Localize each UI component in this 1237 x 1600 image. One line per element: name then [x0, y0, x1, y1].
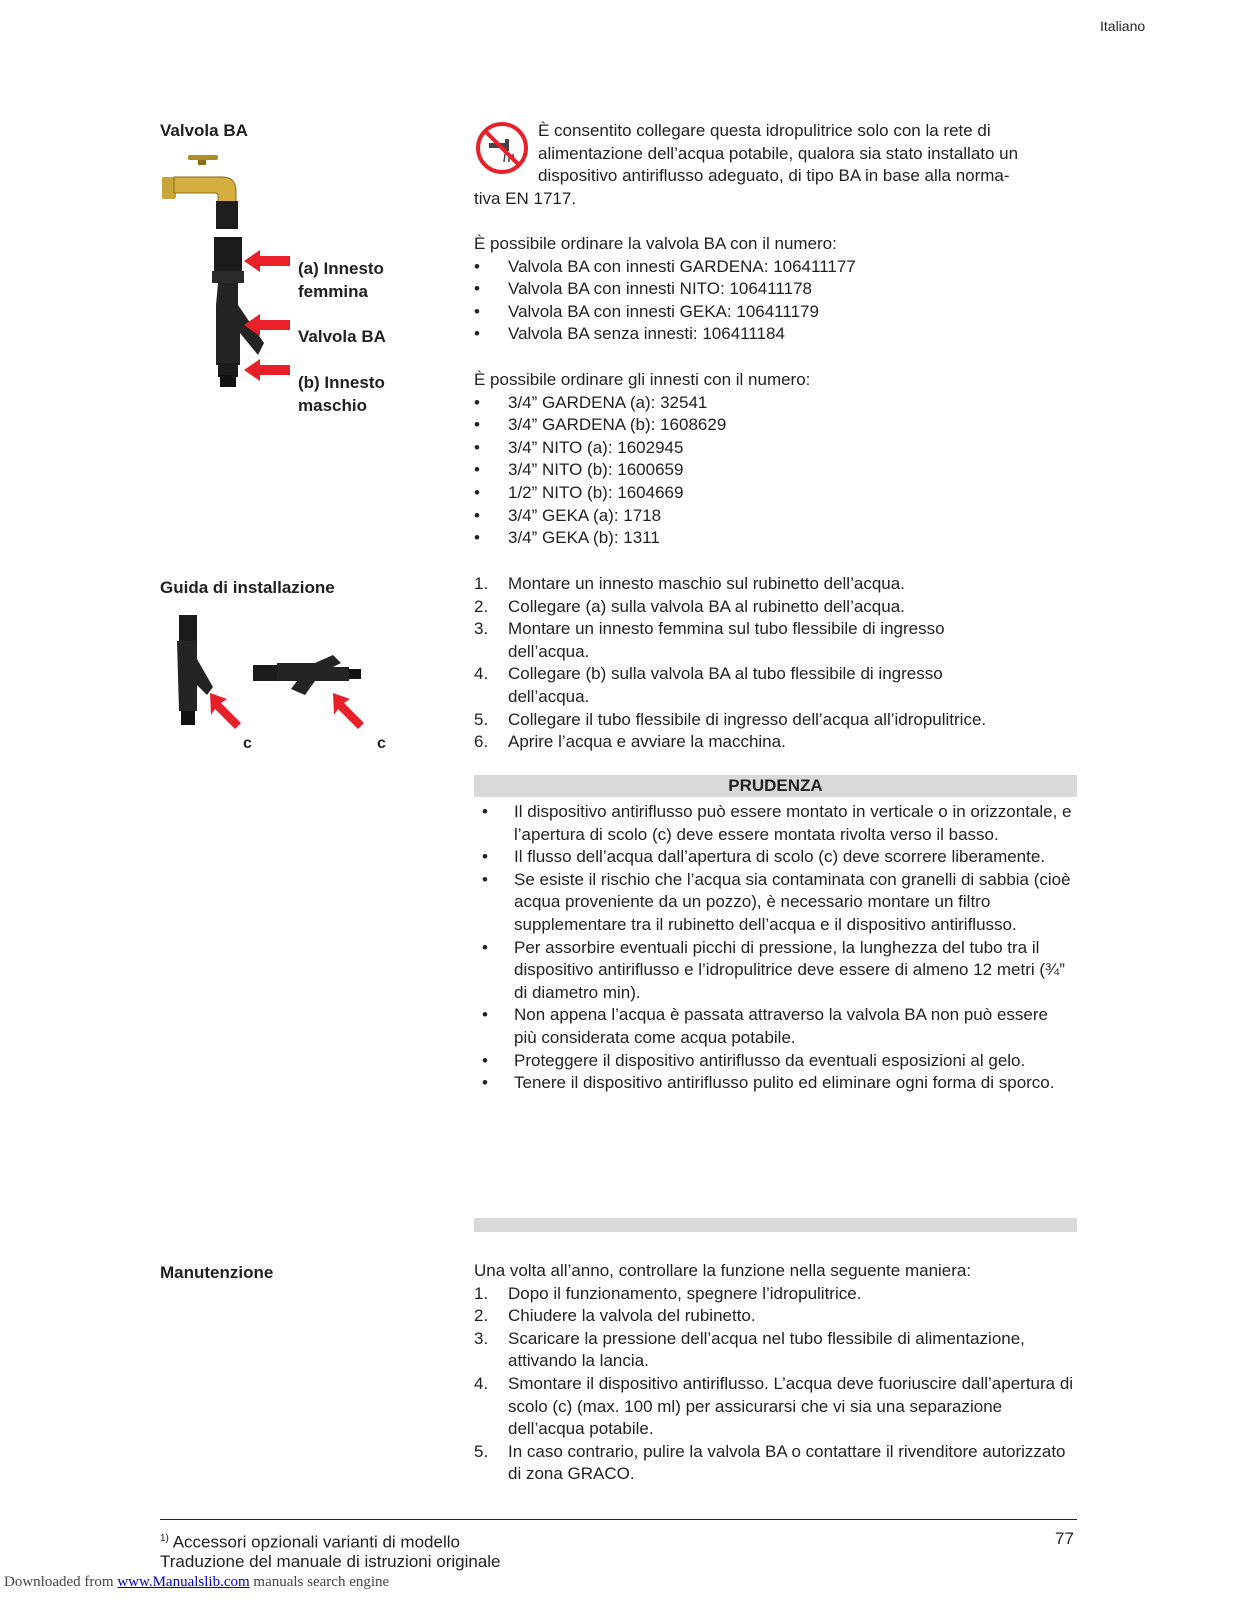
valve-female-coupling [214, 237, 242, 275]
list-item: • Valvola BA senza innesti: 106411184 [474, 324, 785, 344]
valve-order-block [474, 233, 1079, 346]
installation-figure [165, 615, 380, 735]
label-male-coupling: (b) Innesto maschio [298, 373, 385, 415]
list-item: • Tenere il dispositivo antiriflusso pulito ed eliminare ogni forma di sporco. [482, 1073, 1055, 1093]
footer-note: $^{1)}$ Accessori opzionali varianti di modello [160, 1532, 460, 1552]
label-valve: Valvola BA [298, 327, 386, 346]
label-female-coupling: (a) Innesto femmina [298, 259, 384, 301]
valve-male-coupling [220, 375, 236, 387]
footer-rule [160, 1519, 1077, 1520]
list-item: 4. Collegare (b) sulla valvola BA al tubo flessibile di ingresso dell’acqua. [474, 664, 943, 706]
intro-paragraph-end: tiva EN 1717. [474, 189, 577, 208]
list-item: • 1/2” NITO (b): 1604669 [474, 482, 684, 502]
list-item: • Il dispositivo antiriflusso può essere montato in verticale o in orizzontale, e l’apertura di scolo (c) deve essere montata rivolta verso il basso. [482, 802, 1072, 844]
caution-heading: PRUDENZA [474, 775, 1077, 797]
arrow-up-left-icon [333, 693, 364, 729]
list-item: 5. Collegare il tubo flessibile di ingresso dell’acqua all’idropulitrice. [474, 709, 987, 729]
list-item: 5. In caso contrario, pulire la valvola BA o contattare il rivenditore autorizzato di zona GRACO. [474, 1441, 1066, 1484]
vertical-valve [177, 641, 213, 711]
section-title-valvola-ba: Valvola BA [160, 121, 248, 140]
figure-arrows [244, 250, 294, 390]
list-item: • Per assorbire eventuali picchi di pressione, la lunghezza del tubo tra il dispositivo antiriflusso e l’idropulitrice deve essere di almeno 12 metri (¾” di diametro min). [482, 937, 1065, 1002]
list-item: 3. Montare un innesto femmina sul tubo flessibile di ingresso dell’acqua. [474, 619, 945, 661]
horizontal-valve [277, 655, 349, 695]
caution-footer-bar [474, 1218, 1077, 1232]
list-item: 2. Chiudere la valvola del rubinetto. [474, 1306, 756, 1326]
list-item: 2. Collegare (a) sulla valvola BA al rubinetto dell’acqua. [474, 596, 905, 616]
list-item: • 3/4” NITO (a): 1602945 [474, 437, 684, 457]
list-item: • 3/4” GEKA (a): 1718 [474, 505, 662, 525]
no-drinking-water-icon [475, 121, 529, 175]
list-item: • 3/4” GARDENA (b): 1608629 [474, 415, 727, 435]
list-item: 6. Aprire l’acqua e avviare la macchina. [474, 732, 786, 752]
section-title-manutenzione: Manutenzione [160, 1263, 274, 1282]
intro-paragraph: È consentito collegare questa idropulitrice solo con la rete di alimentazione dell’acqua potabile, qualora sia stato installato un dispositivo antiriflusso adeguato, di tipo BA in base alla norma- [538, 121, 1019, 186]
faucet-handle [188, 155, 218, 160]
download-notice: Downloaded from www.Manualslib.com manuals search engine [4, 1574, 390, 1590]
list-item: • Valvola BA con innesti GEKA: 106411179 [474, 301, 819, 321]
arrow-left-icon [244, 250, 290, 272]
faucet-body [174, 177, 236, 203]
list-item: • Proteggere il dispositivo antiriflusso da eventuali esposizioni al gelo. [482, 1050, 1026, 1070]
arrow-up-left-icon [210, 693, 241, 729]
arrow-left-icon [244, 359, 290, 381]
maintenance-block [474, 1260, 1074, 1486]
manualslib-link[interactable]: www.Manualslib.com [117, 1574, 250, 1590]
list-item: 1. Montare un innesto maschio sul rubinetto dell’acqua. [474, 574, 905, 593]
page-number: 77 [1055, 1529, 1074, 1548]
language-label: Italiano [1100, 18, 1146, 34]
list-item: • 3/4” GARDENA (a): 32541 [474, 392, 708, 412]
drain-label-c: c [377, 735, 386, 752]
list-item: • Il flusso dell’acqua dall’apertura di scolo (c) deve scorrere liberamente. [482, 847, 1046, 867]
valve-order-intro: È possibile ordinare la valvola BA con il numero: [474, 234, 837, 253]
footer-translation: Traduzione del manuale di istruzioni originale [160, 1552, 501, 1571]
list-item: • Se esiste il rischio che l’acqua sia contaminata con granelli di sabbia (cioè acqua proveniente da un pozzo), è necessario montare un filtro supplementare tra il rubinetto dell’acqua e il dispositivo antiriflusso. [482, 869, 1071, 934]
list-item: 3. Scaricare la pressione dell’acqua nel tubo flessibile di alimentazione, attivando la lancia. [474, 1328, 1025, 1371]
list-item: • Valvola BA con innesti GARDENA: 106411177 [474, 256, 856, 276]
drain-label-c: c [243, 735, 252, 752]
list-item: • Non appena l’acqua è passata attraverso la valvola BA non può essere più considerata come acqua potabile. [482, 1005, 1048, 1047]
list-item: • 3/4” GEKA (b): 1311 [474, 528, 660, 548]
caution-list [474, 801, 1072, 1095]
faucet-coupling [216, 201, 238, 229]
list-item: 1. Dopo il funzionamento, spegnere l’idropulitrice. [474, 1283, 862, 1303]
installation-steps [474, 573, 1079, 754]
maintenance-intro: Una volta all’anno, controllare la funzione nella seguente maniera: [474, 1261, 972, 1280]
list-item: 4. Smontare il dispositivo antiriflusso. L’acqua deve fuoriuscire dall’apertura di scolo (c) (max. 100 ml) per assicurarsi che vi sia una separazione dell’acqua potabile. [474, 1373, 1074, 1439]
coupling-order-intro: È possibile ordinare gli innesti con il numero: [474, 370, 811, 389]
section-title-installazione: Guida di installazione [160, 578, 335, 597]
coupling-order-block [474, 369, 1079, 550]
list-item: • 3/4” NITO (b): 1600659 [474, 460, 684, 480]
arrow-left-icon [244, 314, 290, 336]
list-item: • Valvola BA con innesti NITO: 106411178 [474, 279, 812, 299]
